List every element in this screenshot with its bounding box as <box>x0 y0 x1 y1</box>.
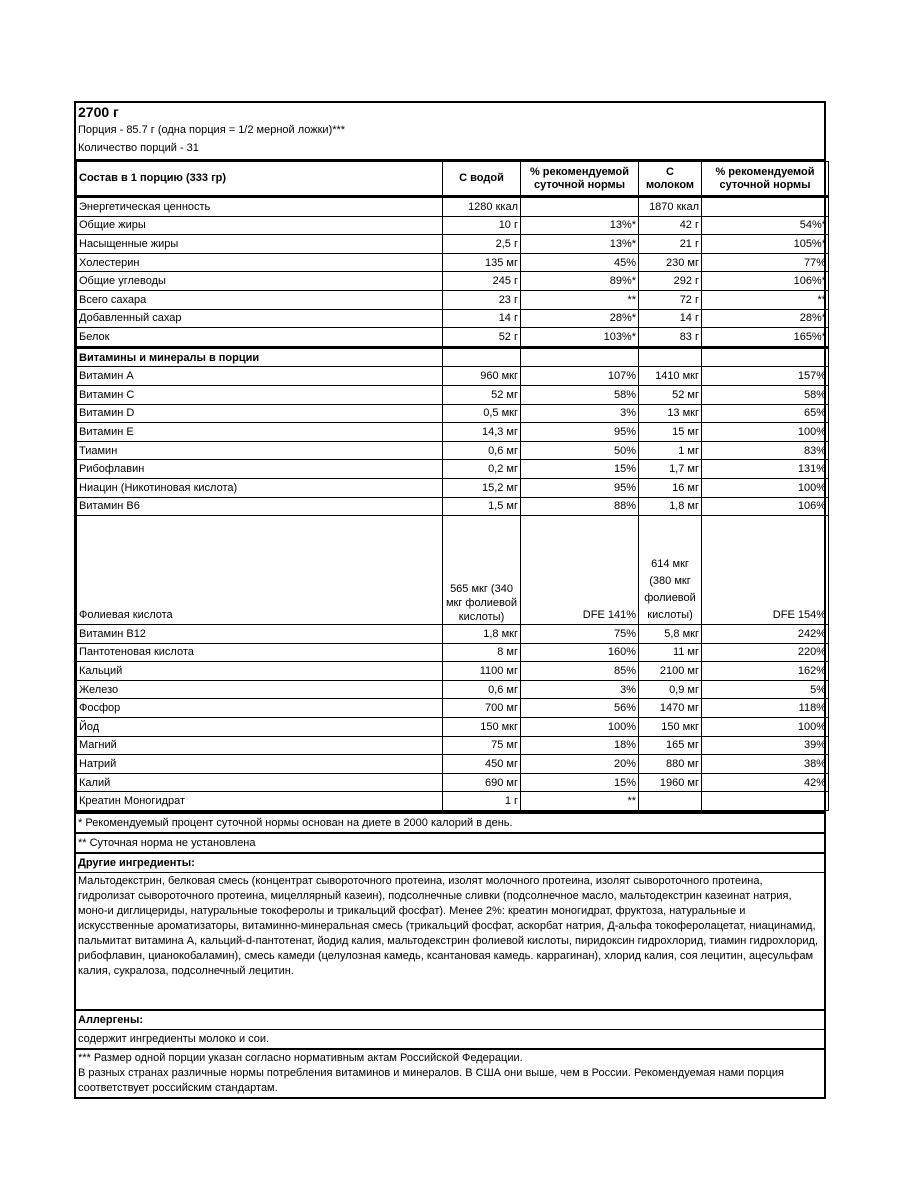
nutrient-value-milk: 292 г <box>639 272 702 291</box>
column-header-water: С водой <box>443 162 521 197</box>
label-header <box>76 103 824 161</box>
nutrient-value-water: 15,2 мг <box>443 478 521 497</box>
nutrient-value-water: 1,5 мг <box>443 497 521 516</box>
nutrient-value-water: 0,6 мг <box>443 680 521 699</box>
table-row <box>77 404 829 423</box>
nutrient-dv-milk: 83% <box>702 441 829 460</box>
column-header-name: Состав в 1 порцию (333 гр) <box>77 162 443 197</box>
nutrient-name: Добавленный сахар <box>77 309 443 328</box>
nutrient-dv-milk: 54%* <box>702 216 829 235</box>
nutrient-dv-water: 3% <box>521 680 639 699</box>
nutrient-value-water: 2,5 г <box>443 235 521 254</box>
nutrient-value-milk: 230 мг <box>639 253 702 272</box>
nutrient-value-water: 135 мг <box>443 253 521 272</box>
table-row <box>77 718 829 737</box>
nutrient-dv-milk: 65% <box>702 404 829 423</box>
nutrient-dv-milk: 100% <box>702 718 829 737</box>
nutrient-value-water: 75 мг <box>443 736 521 755</box>
nutrient-dv-water: 95% <box>521 478 639 497</box>
nutrient-value-milk: 21 г <box>639 235 702 254</box>
vitamins-section-row <box>77 347 829 367</box>
table-row <box>77 216 829 235</box>
nutrient-value-milk: 1870 ккал <box>639 197 702 217</box>
nutrient-value-water: 0,6 мг <box>443 441 521 460</box>
table-header-row <box>77 162 829 197</box>
nutrient-name: Витамин С <box>77 385 443 404</box>
column-header-dv-milk: % рекомендуемой суточной нормы <box>702 162 829 197</box>
table-row <box>77 423 829 442</box>
nutrient-value-milk: 42 г <box>639 216 702 235</box>
table-row <box>77 755 829 774</box>
nutrient-dv-milk: 106% <box>702 497 829 516</box>
table-row <box>77 497 829 516</box>
serving-size: Порция - 85.7 г (одна порция = 1/2 мерной ложки)*** <box>78 124 346 136</box>
nutrient-name: Рибофлавин <box>77 460 443 479</box>
nutrient-value-water: 1 г <box>443 792 521 811</box>
nutrient-value-water: 23 г <box>443 290 521 309</box>
nutrient-value-water: 690 мг <box>443 773 521 792</box>
nutrient-dv-milk: 105%* <box>702 235 829 254</box>
nutrient-value-water: 1280 ккал <box>443 197 521 217</box>
nutrient-dv-water: 15% <box>521 460 639 479</box>
nutrient-dv-milk: 100% <box>702 423 829 442</box>
nutrient-value-milk: 1960 мг <box>639 773 702 792</box>
nutrient-value-water: 1100 мг <box>443 662 521 681</box>
nutrient-value-water: 450 мг <box>443 755 521 774</box>
nutrient-dv-milk: 165%* <box>702 328 829 348</box>
nutrient-dv-milk: 162% <box>702 662 829 681</box>
table-row <box>77 367 829 386</box>
nutrition-label <box>74 101 826 1099</box>
nutrient-name: Белок <box>77 328 443 348</box>
table-row <box>77 736 829 755</box>
nutrient-dv-water: 103%* <box>521 328 639 348</box>
nutrient-value-milk: 52 мг <box>639 385 702 404</box>
nutrient-name: Фолиевая кислота <box>77 516 443 625</box>
nutrient-name: Фосфор <box>77 699 443 718</box>
nutrient-value-water: 14,3 мг <box>443 423 521 442</box>
nutrient-dv-milk: 106%* <box>702 272 829 291</box>
nutrient-name: Витамин D <box>77 404 443 423</box>
table-row <box>77 309 829 328</box>
nutrient-dv-water: 13%* <box>521 235 639 254</box>
nutrient-dv-water: 50% <box>521 441 639 460</box>
nutrient-value-milk: 15 мг <box>639 423 702 442</box>
nutrient-value-milk <box>639 792 702 811</box>
nutrient-dv-water: 107% <box>521 367 639 386</box>
nutrient-dv-water: ** <box>521 290 639 309</box>
nutrient-value-milk: 2100 мг <box>639 662 702 681</box>
nutrient-dv-water: 15% <box>521 773 639 792</box>
nutrient-name: Насыщенные жиры <box>77 235 443 254</box>
table-row <box>77 253 829 272</box>
nutrient-dv-milk: 220% <box>702 643 829 662</box>
servings-count: Количество порций - 31 <box>78 142 199 154</box>
nutrient-value-milk: 165 мг <box>639 736 702 755</box>
allergens-text: содержит ингредиенты молоко и сои. <box>76 1029 824 1048</box>
nutrient-value-milk: 150 мкг <box>639 718 702 737</box>
nutrient-value-water: 245 г <box>443 272 521 291</box>
serving-regulation-note: *** Размер одной порции указан согласно нормативным актам Российской Федерации. <box>78 1052 523 1065</box>
nutrient-dv-water: 13%* <box>521 216 639 235</box>
column-header-milk: С молоком <box>639 162 702 197</box>
nutrient-value-milk: 72 г <box>639 290 702 309</box>
nutrient-name: Холестерин <box>77 253 443 272</box>
nutrient-name: Кальций <box>77 662 443 681</box>
table-row <box>77 792 829 811</box>
nutrient-dv-milk: 77% <box>702 253 829 272</box>
nutrient-name: Йод <box>77 718 443 737</box>
nutrient-value-water: 0,2 мг <box>443 460 521 479</box>
nutrient-value-milk: 0,9 мг <box>639 680 702 699</box>
nutrient-dv-water: 58% <box>521 385 639 404</box>
nutrient-dv-water: 85% <box>521 662 639 681</box>
nutrient-name: Магний <box>77 736 443 755</box>
table-row <box>77 625 829 644</box>
other-ingredients-title: Другие ингредиенты: <box>76 852 824 872</box>
package-weight: 2700 г <box>78 104 119 120</box>
nutrient-name: Ниацин (Никотиновая кислота) <box>77 478 443 497</box>
nutrient-dv-water: 160% <box>521 643 639 662</box>
nutrient-value-milk: 14 г <box>639 309 702 328</box>
nutrient-dv-milk: ** <box>702 290 829 309</box>
table-row <box>77 680 829 699</box>
nutrient-dv-water: 28%* <box>521 309 639 328</box>
nutrient-value-water: 150 мкг <box>443 718 521 737</box>
nutrient-value-milk: 5,8 мкг <box>639 625 702 644</box>
nutrient-name: Общие жиры <box>77 216 443 235</box>
nutrient-dv-milk: 131% <box>702 460 829 479</box>
no-norm-footnote: ** Суточная норма не установлена <box>76 832 824 852</box>
nutrient-dv-water <box>521 197 639 217</box>
nutrient-name: Витамин А <box>77 367 443 386</box>
footer-notes <box>76 1048 824 1097</box>
nutrient-value-water: 14 г <box>443 309 521 328</box>
table-row <box>77 441 829 460</box>
nutrient-dv-milk: 42% <box>702 773 829 792</box>
table-row <box>77 235 829 254</box>
nutrient-dv-water: 56% <box>521 699 639 718</box>
nutrient-dv-milk: 5% <box>702 680 829 699</box>
nutrient-value-water: 960 мкг <box>443 367 521 386</box>
nutrient-dv-water: 20% <box>521 755 639 774</box>
nutrient-dv-water: DFE 141% <box>521 516 639 625</box>
nutrient-name: Железо <box>77 680 443 699</box>
nutrient-dv-water: 75% <box>521 625 639 644</box>
nutrient-dv-water: 3% <box>521 404 639 423</box>
nutrient-value-water: 1,8 мкг <box>443 625 521 644</box>
nutrient-name: Креатин Моногидрат <box>77 792 443 811</box>
table-row <box>77 460 829 479</box>
nutrition-table <box>76 161 829 811</box>
nutrient-name: Витамин Е <box>77 423 443 442</box>
allergens-title: Аллергены: <box>76 1009 824 1029</box>
nutrient-value-milk: 1,8 мг <box>639 497 702 516</box>
nutrient-dv-water: 18% <box>521 736 639 755</box>
nutrient-name: Энергетическая ценность <box>77 197 443 217</box>
nutrient-dv-water: ** <box>521 792 639 811</box>
nutrient-name: Калий <box>77 773 443 792</box>
nutrient-dv-water: 95% <box>521 423 639 442</box>
table-row <box>77 328 829 348</box>
table-row <box>77 272 829 291</box>
vitamins-section-title: Витамины и минералы в порции <box>77 347 443 367</box>
nutrient-value-water: 565 мкг (340 мкг фолиевой кислоты) <box>443 516 521 625</box>
nutrient-value-water: 10 г <box>443 216 521 235</box>
nutrient-value-milk: 1,7 мг <box>639 460 702 479</box>
table-row <box>77 197 829 217</box>
nutrient-name: Витамин В12 <box>77 625 443 644</box>
nutrient-name: Витамин В6 <box>77 497 443 516</box>
nutrient-value-water: 8 мг <box>443 643 521 662</box>
nutrient-dv-milk: 58% <box>702 385 829 404</box>
nutrient-value-water: 700 мг <box>443 699 521 718</box>
country-norms-note: В разных странах различные нормы потребления витаминов и минералов. В США они выше, чем в России. Рекомендуемая нами порция соответствует российским стандартам. <box>78 1067 784 1095</box>
nutrient-value-milk: 1 мг <box>639 441 702 460</box>
nutrient-dv-milk: DFE 154% <box>702 516 829 625</box>
nutrient-value-milk: 13 мкг <box>639 404 702 423</box>
folic-acid-row <box>77 516 829 625</box>
nutrient-value-milk: 880 мг <box>639 755 702 774</box>
table-row <box>77 385 829 404</box>
nutrient-dv-milk: 118% <box>702 699 829 718</box>
nutrient-name: Общие углеводы <box>77 272 443 291</box>
nutrient-value-water: 0,5 мкг <box>443 404 521 423</box>
ingredients-text: Мальтодекстрин, белковая смесь (концентрат сывороточного протеина, изолят молочного протеина, изолят сывороточного протеина, гидролизат сывороточного протеина, мицеллярный казеин), подсолнечные сливки (подсолнечное масло, мальтодекстрин казеинат натрия, моно-и диглицериды, натуральные токоферолы и трикальций фосфат). Менее 2%: креатин моногидрат, фруктоза, натуральные и искусственные ароматизаторы, витаминно-минеральная смесь (трикальций фосфат, аскорбат натрия, Д-альфа токоферолацетат, ниацинамид, пальмитат витамина А, кальций-d-пантотенат, йодид калия, мальтодекстрин фолиевой кислоты, пиридоксин гидрохлорид, тиамин гидрохлорид, рибофлавин, цианокобаламин), смесь камеди (целулозная камедь, ксантановая камедь. каррагинан), хлорид калия, соя лецитин, ацесульфам калия, сукралоза, подсолнечный лецитин. <box>76 872 824 1009</box>
nutrient-dv-milk: 242% <box>702 625 829 644</box>
nutrient-value-milk: 614 мкг (380 мкг фолиевой кислоты) <box>639 516 702 625</box>
nutrient-value-water: 52 мг <box>443 385 521 404</box>
nutrient-dv-water: 88% <box>521 497 639 516</box>
nutrient-dv-milk: 39% <box>702 736 829 755</box>
nutrient-dv-water: 100% <box>521 718 639 737</box>
nutrient-value-water: 52 г <box>443 328 521 348</box>
table-row <box>77 662 829 681</box>
nutrient-value-milk: 1410 мкг <box>639 367 702 386</box>
column-header-dv-water: % рекомендуемой суточной нормы <box>521 162 639 197</box>
nutrient-value-milk: 83 г <box>639 328 702 348</box>
nutrient-dv-milk: 38% <box>702 755 829 774</box>
nutrient-value-milk: 16 мг <box>639 478 702 497</box>
nutrient-name: Всего сахара <box>77 290 443 309</box>
nutrient-name: Тиамин <box>77 441 443 460</box>
nutrient-dv-milk: 28%* <box>702 309 829 328</box>
table-row <box>77 290 829 309</box>
table-row <box>77 699 829 718</box>
nutrient-name: Натрий <box>77 755 443 774</box>
table-row <box>77 773 829 792</box>
dv-footnote: * Рекомендуемый процент суточной нормы основан на диете в 2000 калорий в день. <box>76 811 824 832</box>
nutrient-dv-water: 45% <box>521 253 639 272</box>
nutrient-dv-water: 89%* <box>521 272 639 291</box>
nutrient-dv-milk <box>702 792 829 811</box>
table-row <box>77 643 829 662</box>
nutrient-value-milk: 1470 мг <box>639 699 702 718</box>
nutrient-dv-milk: 157% <box>702 367 829 386</box>
nutrient-name: Пантотеновая кислота <box>77 643 443 662</box>
table-row <box>77 478 829 497</box>
nutrient-dv-milk: 100% <box>702 478 829 497</box>
nutrient-dv-milk <box>702 197 829 217</box>
nutrient-value-milk: 11 мг <box>639 643 702 662</box>
